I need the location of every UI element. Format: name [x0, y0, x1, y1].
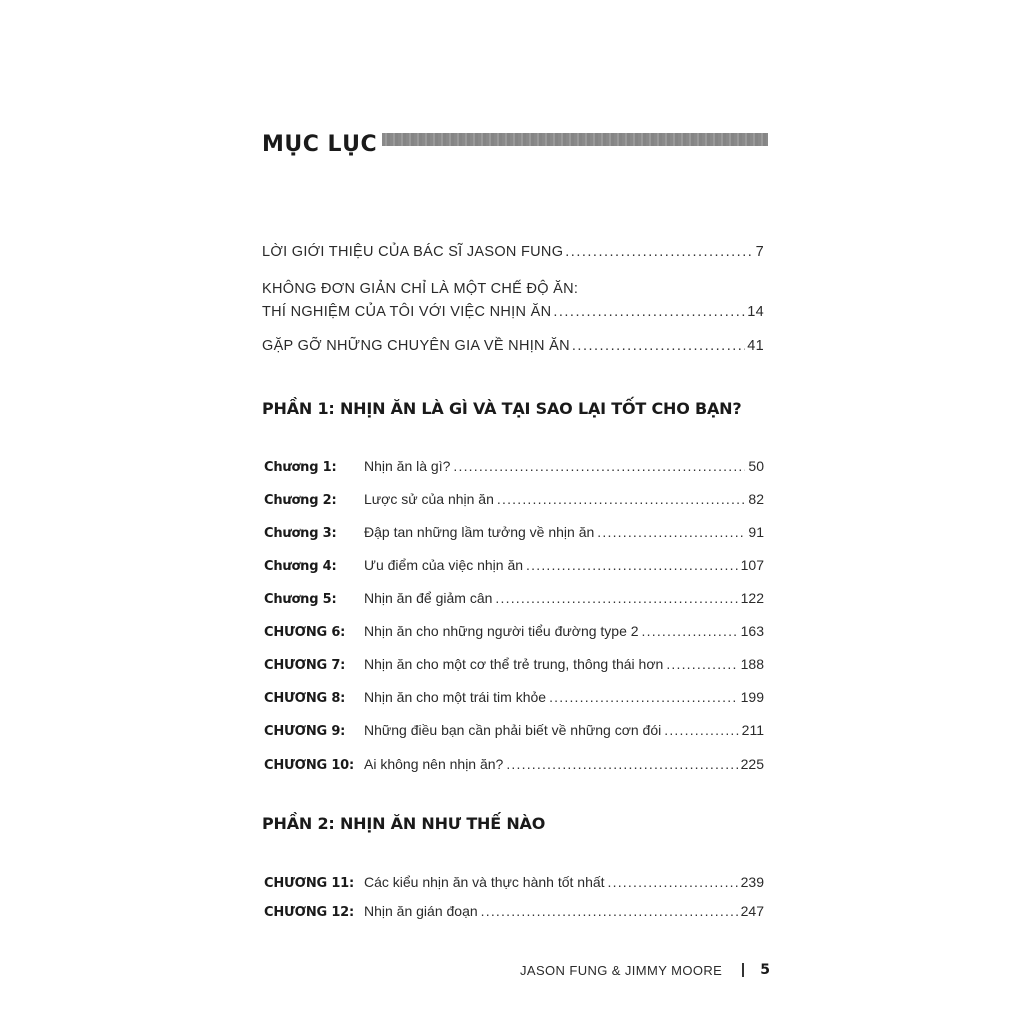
chapter-entry[interactable]: [264, 656, 764, 673]
toc-header: [262, 128, 768, 162]
chapter-page: 225: [740, 756, 764, 772]
chapter-title: Nhịn ăn cho những người tiểu đường type 2: [364, 623, 639, 639]
chapter-page: 199: [740, 689, 764, 705]
dot-leader: [572, 338, 745, 354]
chapter-entry[interactable]: [264, 903, 764, 920]
chapter-label: CHƯƠNG 10:: [264, 758, 355, 773]
chapter-page: 82: [748, 491, 764, 507]
dot-leader: [453, 458, 745, 474]
dot-leader: [664, 722, 738, 738]
toc-entry[interactable]: [262, 244, 764, 260]
entry-title: LỜI GIỚI THIỆU CỦA BÁC SĨ JASON FUNG: [262, 244, 564, 260]
dot-leader: [553, 304, 745, 320]
chapter-entry[interactable]: [264, 557, 764, 574]
chapter-page: 91: [748, 524, 764, 540]
chapter-entry[interactable]: [264, 874, 764, 891]
chapter-label: Chương 3:: [264, 526, 337, 541]
chapter-page: 122: [740, 590, 764, 606]
chapter-title: Nhịn ăn để giảm cân: [364, 590, 493, 606]
dot-leader: [549, 689, 738, 705]
page-number: 5: [760, 962, 770, 978]
chapter-page: 50: [748, 458, 764, 474]
chapter-title: Những điều bạn cần phải biết về những cơn đói: [364, 722, 662, 738]
chapter-title: Ai không nên nhịn ăn?: [364, 756, 504, 772]
chapter-title: Nhịn ăn cho một trái tim khỏe: [364, 689, 547, 705]
dot-leader: [526, 557, 738, 573]
entry-page: 14: [747, 304, 764, 320]
dot-leader: [506, 756, 737, 772]
toc-title: MỤC LỤC: [262, 132, 378, 157]
chapter-label: Chương 1:: [264, 460, 337, 475]
chapter-page: 247: [740, 903, 764, 919]
chapter-label: CHƯƠNG 7:: [264, 658, 346, 673]
chapter-entry[interactable]: [264, 756, 764, 773]
chapter-page: 107: [740, 557, 764, 573]
chapter-title: Đập tan những lầm tưởng về nhịn ăn: [364, 524, 595, 540]
chapter-label: CHƯƠNG 11:: [264, 876, 355, 891]
chapter-title: Lược sử của nhịn ăn: [364, 491, 494, 507]
dot-leader: [481, 903, 738, 919]
dot-leader: [597, 524, 745, 540]
chapter-label: CHƯƠNG 12:: [264, 905, 355, 920]
chapter-entry[interactable]: [264, 458, 764, 475]
toc-entry-line1[interactable]: [262, 281, 764, 297]
part-2-title: PHẦN 2: NHỊN ĂN NHƯ THẾ NÀO: [262, 814, 546, 833]
chapter-entry[interactable]: [264, 590, 764, 607]
chapter-label: Chương 5:: [264, 592, 337, 607]
chapter-entry[interactable]: [264, 722, 764, 739]
dot-leader: [497, 491, 746, 507]
chapter-entry[interactable]: [264, 689, 764, 706]
chapter-label: CHƯƠNG 6:: [264, 625, 346, 640]
dot-leader: [565, 244, 753, 260]
footer-authors: JASON FUNG & JIMMY MOORE: [520, 962, 723, 978]
chapter-title: Nhịn ăn là gì?: [364, 458, 451, 474]
chapter-title: Nhịn ăn gián đoạn: [364, 903, 478, 919]
chapter-label: CHƯƠNG 9:: [264, 724, 346, 739]
entry-title: THÍ NGHIỆM CỦA TÔI VỚI VIỆC NHỊN ĂN: [262, 304, 552, 320]
dot-leader: [608, 874, 738, 890]
title-rule-bar: [382, 133, 768, 146]
chapter-page: 211: [741, 722, 764, 738]
entry-page: 41: [747, 338, 764, 354]
toc-entry[interactable]: [262, 304, 764, 320]
entry-page: 7: [755, 244, 764, 260]
chapter-page: 188: [740, 656, 764, 672]
entry-title: GẶP GỠ NHỮNG CHUYÊN GIA VỀ NHỊN ĂN: [262, 338, 570, 354]
chapter-title: Ưu điểm của việc nhịn ăn: [364, 557, 524, 573]
chapter-entry[interactable]: [264, 491, 764, 508]
footer-separator: [742, 963, 744, 977]
dot-leader: [495, 590, 737, 606]
page-footer: [520, 962, 770, 978]
dot-leader: [642, 623, 738, 639]
toc-entry[interactable]: [262, 338, 764, 354]
chapter-page: 239: [740, 874, 764, 890]
dot-leader: [666, 656, 737, 672]
chapter-label: Chương 4:: [264, 559, 337, 574]
entry-title-line1: KHÔNG ĐƠN GIẢN CHỈ LÀ MỘT CHẾ ĐỘ ĂN:: [262, 281, 579, 297]
chapter-entry[interactable]: [264, 524, 764, 541]
part-1-title: PHẦN 1: NHỊN ĂN LÀ GÌ VÀ TẠI SAO LẠI TỐT CHO BẠN?: [262, 399, 742, 418]
chapter-page: 163: [740, 623, 764, 639]
chapter-label: CHƯƠNG 8:: [264, 691, 346, 706]
chapter-entry[interactable]: [264, 623, 764, 640]
chapter-title: Nhịn ăn cho một cơ thể trẻ trung, thông thái hơn: [364, 656, 664, 672]
chapter-label: Chương 2:: [264, 493, 337, 508]
chapter-title: Các kiểu nhịn ăn và thực hành tốt nhất: [364, 874, 605, 890]
